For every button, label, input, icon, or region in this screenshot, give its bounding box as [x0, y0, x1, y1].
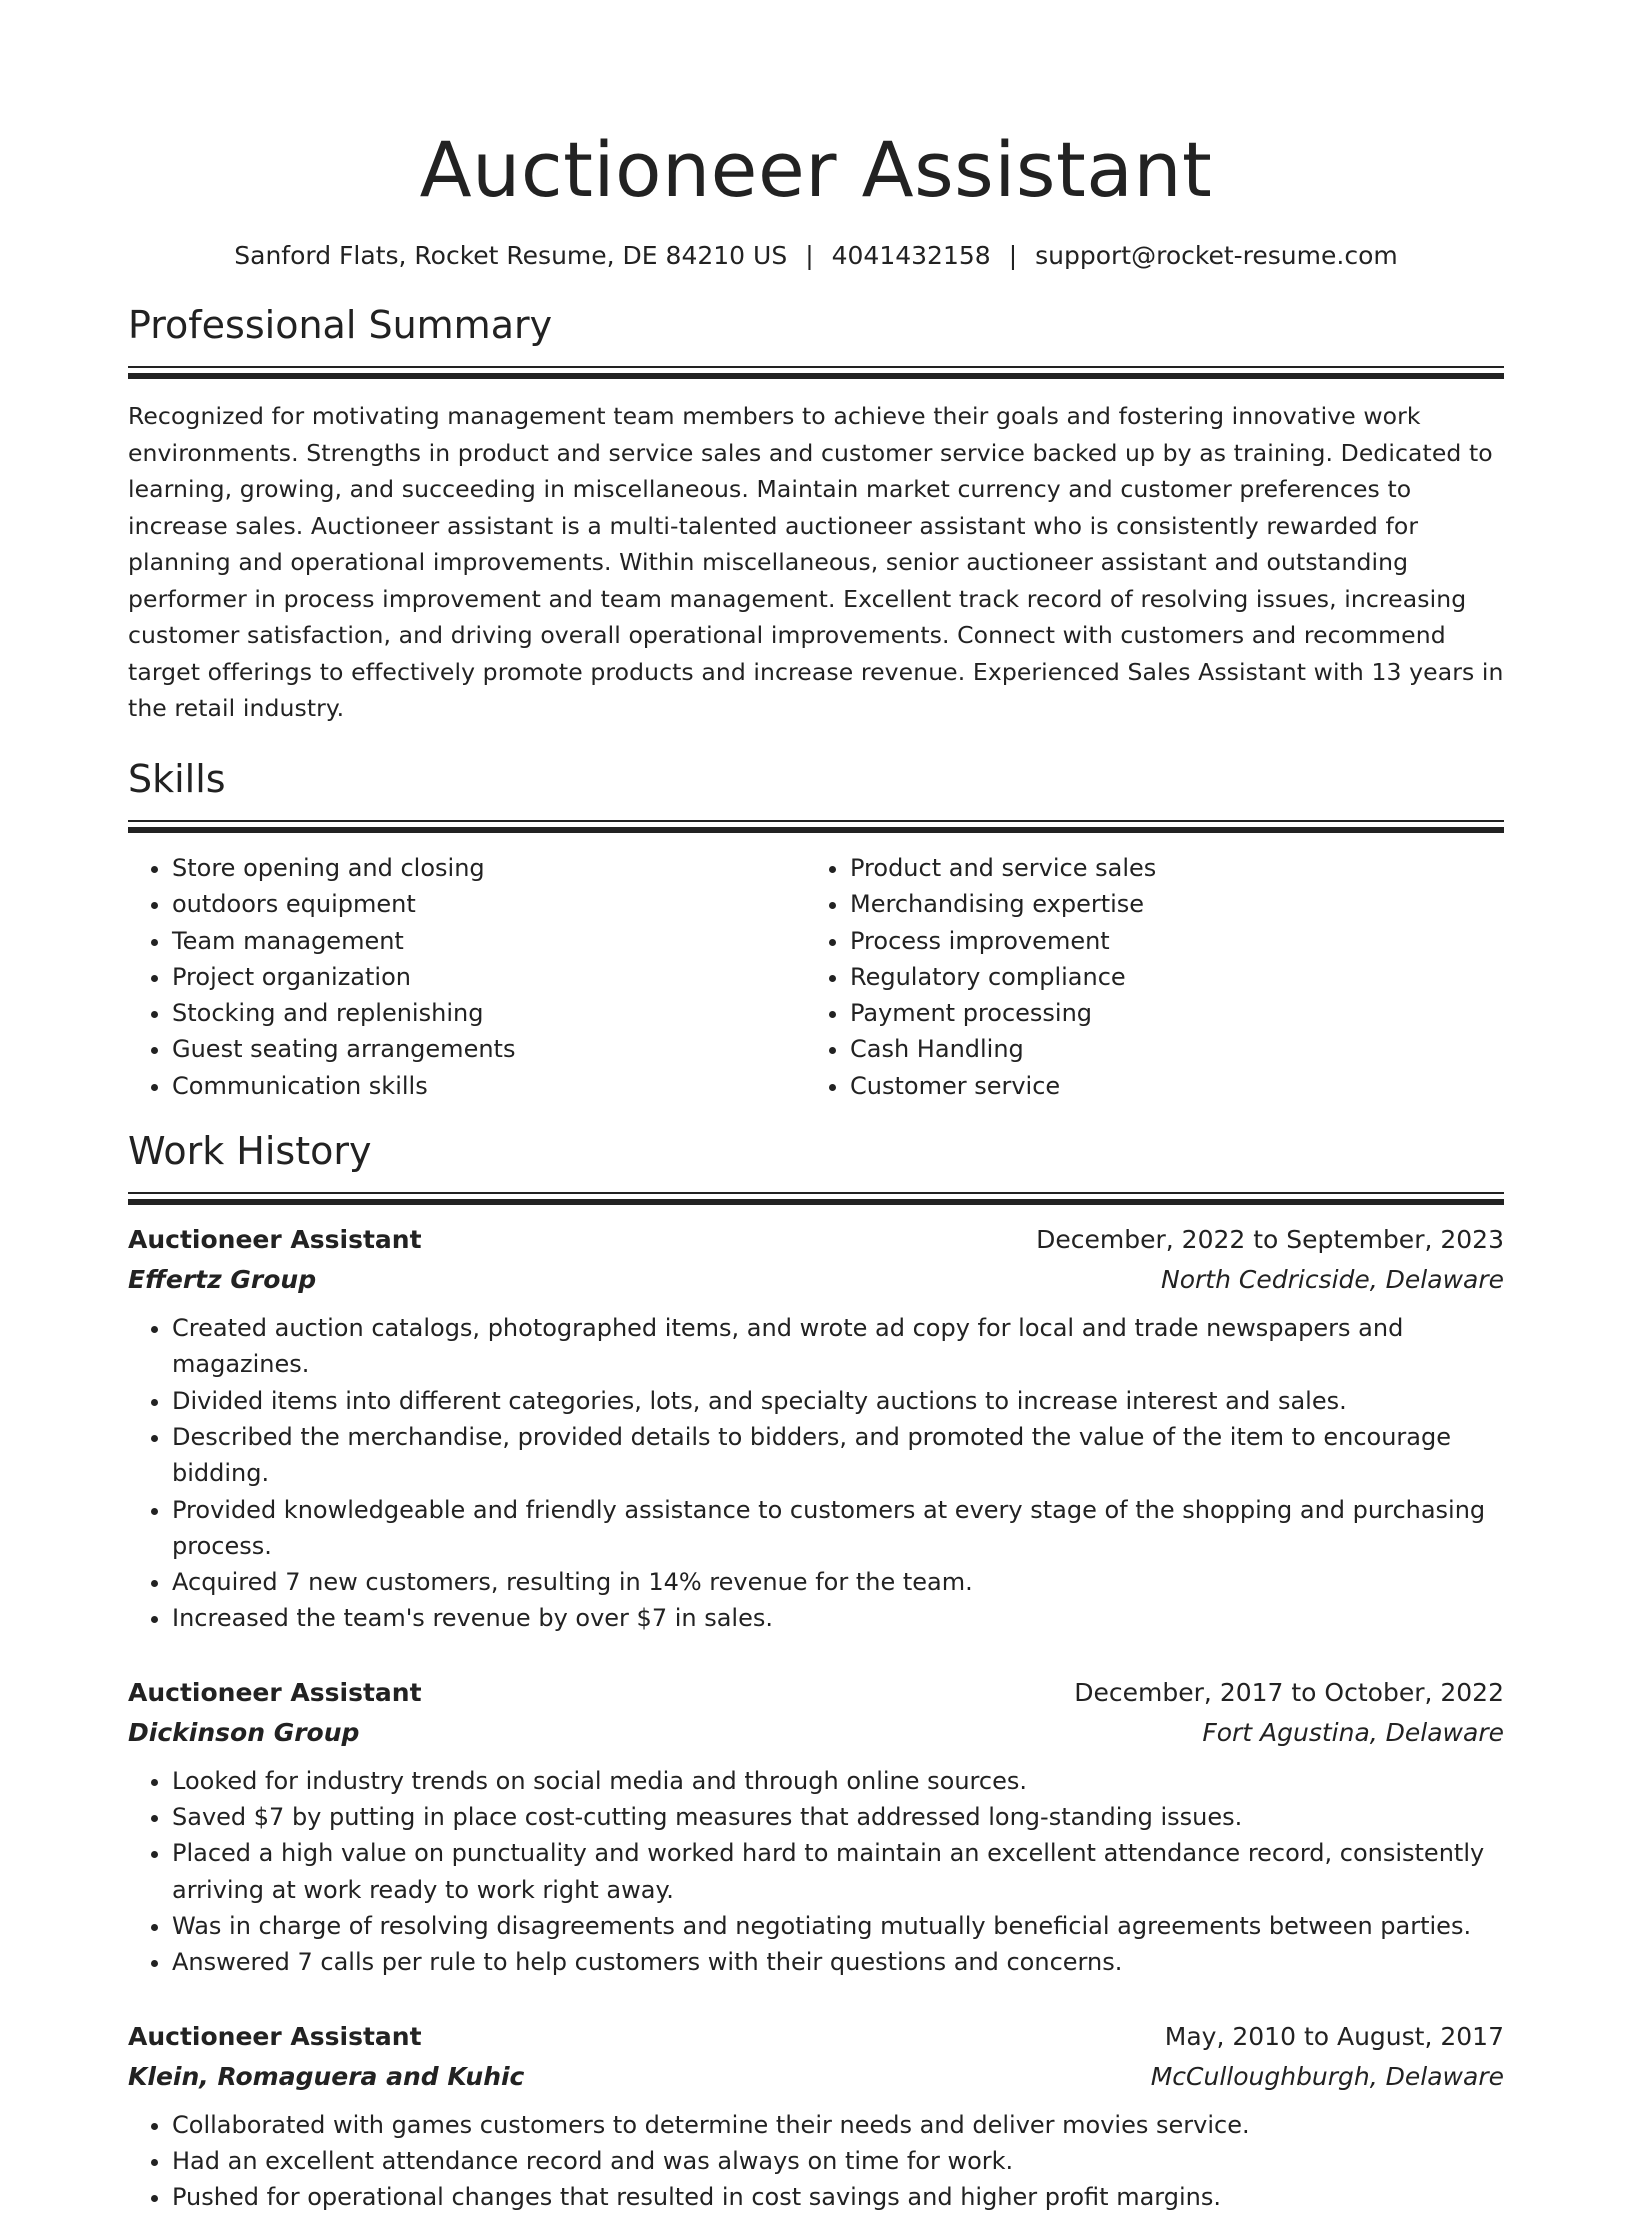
section-divider — [128, 820, 1504, 830]
summary-text: Recognized for motivating management team members to achieve their goals and fostering innovative work environments. Strengths in product and service sales and customer service backed up by as training. Dedicated to learning, growing, and succeeding in miscellaneous. Maintain market currency and customer preferences to increase sales. Auctioneer assistant is a multi-talented auctioneer assistant who is consistently rewarded for planning and operational improvements. Within miscellaneous, senior auctioneer assistant and outstanding performer in process improvement and team management. Excellent track record of resolving issues, increasing customer satisfaction, and driving overall operational improvements. Connect with customers and recommend target offerings to effectively promote products and increase revenue. Experienced Sales Assistant with 13 years in the retail industry. — [128, 402, 1504, 722]
job-bullet: • Described the merchandise, provided details to bidders, and promoted the value of the item to encourage bidding. — [172, 1419, 1504, 1492]
job-dates: December, 2017 to October, 2022 — [1074, 1677, 1504, 1707]
skill-item: • outdoors equipment — [172, 886, 806, 922]
section-title-summary: Professional Summary — [128, 303, 553, 347]
contact-separator: | — [805, 241, 814, 270]
job-bullet: • Divided items into different categories, lots, and specialty auctions to increase interest and sales. — [172, 1383, 1504, 1419]
skill-item: • Communication skills — [172, 1068, 806, 1104]
job-bullet: • Created auction catalogs, photographed items, and wrote ad copy for local and trade newspapers and magazines. — [172, 1310, 1504, 1383]
job-bullet: • Was in charge of resolving disagreements and negotiating mutually beneficial agreements between parties. — [172, 1908, 1504, 1944]
job-location: Fort Agustina, Delaware — [1202, 1717, 1504, 1747]
skill-item: • Project organization — [172, 959, 806, 995]
contact-line — [128, 236, 1504, 276]
job-entry — [128, 2017, 1504, 2215]
job-bullet: • Had an excellent attendance record and was always on time for work. — [172, 2143, 1504, 2179]
job-bullet: • Acquired 7 new customers, resulting in 14% revenue for the team. — [172, 1564, 1504, 1600]
job-title: Auctioneer Assistant — [128, 2021, 422, 2051]
job-bullet: • Looked for industry trends on social media and through online sources. — [172, 1763, 1504, 1799]
skills-list — [128, 850, 1504, 1104]
resume-page — [128, 120, 1504, 2215]
contact-address: Sanford Flats, Rocket Resume, DE 84210 US — [234, 241, 788, 270]
job-entry — [128, 1673, 1504, 1981]
job-company: Klein, Romaguera and Kuhic — [128, 2061, 525, 2091]
job-title: Auctioneer Assistant — [128, 1225, 422, 1255]
skills-column-right — [806, 850, 1484, 1104]
job-bullet: • Increased the team's revenue by over $7 in sales. — [172, 1600, 1504, 1636]
skill-item: • Customer service — [850, 1068, 1484, 1104]
skill-item: • Team management — [172, 923, 806, 959]
section-divider — [128, 1192, 1504, 1202]
section-title-work-history: Work History — [128, 1129, 372, 1174]
skill-item: • Merchandising expertise — [850, 886, 1484, 922]
skill-item: • Process improvement — [850, 923, 1484, 959]
job-bullet: • Pushed for operational changes that resulted in cost savings and higher profit margins. — [172, 2179, 1504, 2215]
skill-item: • Cash Handling — [850, 1031, 1484, 1067]
contact-separator: | — [1008, 241, 1018, 270]
skill-item: • Stocking and replenishing — [172, 995, 806, 1031]
job-bullet: • Answered 7 calls per rule to help customers with their questions and concerns. — [172, 1944, 1504, 1980]
section-divider — [128, 366, 1504, 376]
job-bullet: • Provided knowledgeable and friendly assistance to customers at every stage of the shopping and purchasing process. — [172, 1492, 1504, 1565]
skill-item: • Store opening and closing — [172, 850, 806, 886]
job-bullet: • Collaborated with games customers to determine their needs and deliver movies service. — [172, 2107, 1504, 2143]
job-bullets — [128, 1310, 1504, 1637]
job-company: Dickinson Group — [128, 1717, 360, 1747]
job-bullet: • Placed a high value on punctuality and worked hard to maintain an excellent attendance record, consistently arriving at work ready to work right away. — [172, 1835, 1504, 1908]
skill-item: • Regulatory compliance — [850, 959, 1484, 995]
job-bullet: • Saved $7 by putting in place cost-cutting measures that addressed long-standing issues. — [172, 1799, 1504, 1835]
contact-phone: 4041432158 — [831, 241, 991, 270]
job-location: McCulloughburgh, Delaware — [1150, 2061, 1504, 2091]
job-bullets — [128, 2107, 1504, 2215]
job-title: Auctioneer Assistant — [128, 1677, 422, 1707]
job-company: Effertz Group — [128, 1265, 317, 1295]
skills-column-left — [128, 850, 806, 1104]
job-dates: December, 2022 to September, 2023 — [1036, 1225, 1504, 1255]
job-bullets — [128, 1763, 1504, 1981]
contact-email: support@rocket-resume.com — [1035, 241, 1398, 270]
skill-item: • Payment processing — [850, 995, 1484, 1031]
resume-name: Auctioneer Assistant — [419, 125, 1213, 214]
section-title-skills: Skills — [128, 757, 226, 801]
job-entry — [128, 1220, 1504, 1637]
job-dates: May, 2010 to August, 2017 — [1164, 2021, 1504, 2051]
skill-item: • Product and service sales — [850, 850, 1484, 886]
skill-item: • Guest seating arrangements — [172, 1031, 806, 1067]
job-location: North Cedricside, Delaware — [1161, 1265, 1504, 1295]
